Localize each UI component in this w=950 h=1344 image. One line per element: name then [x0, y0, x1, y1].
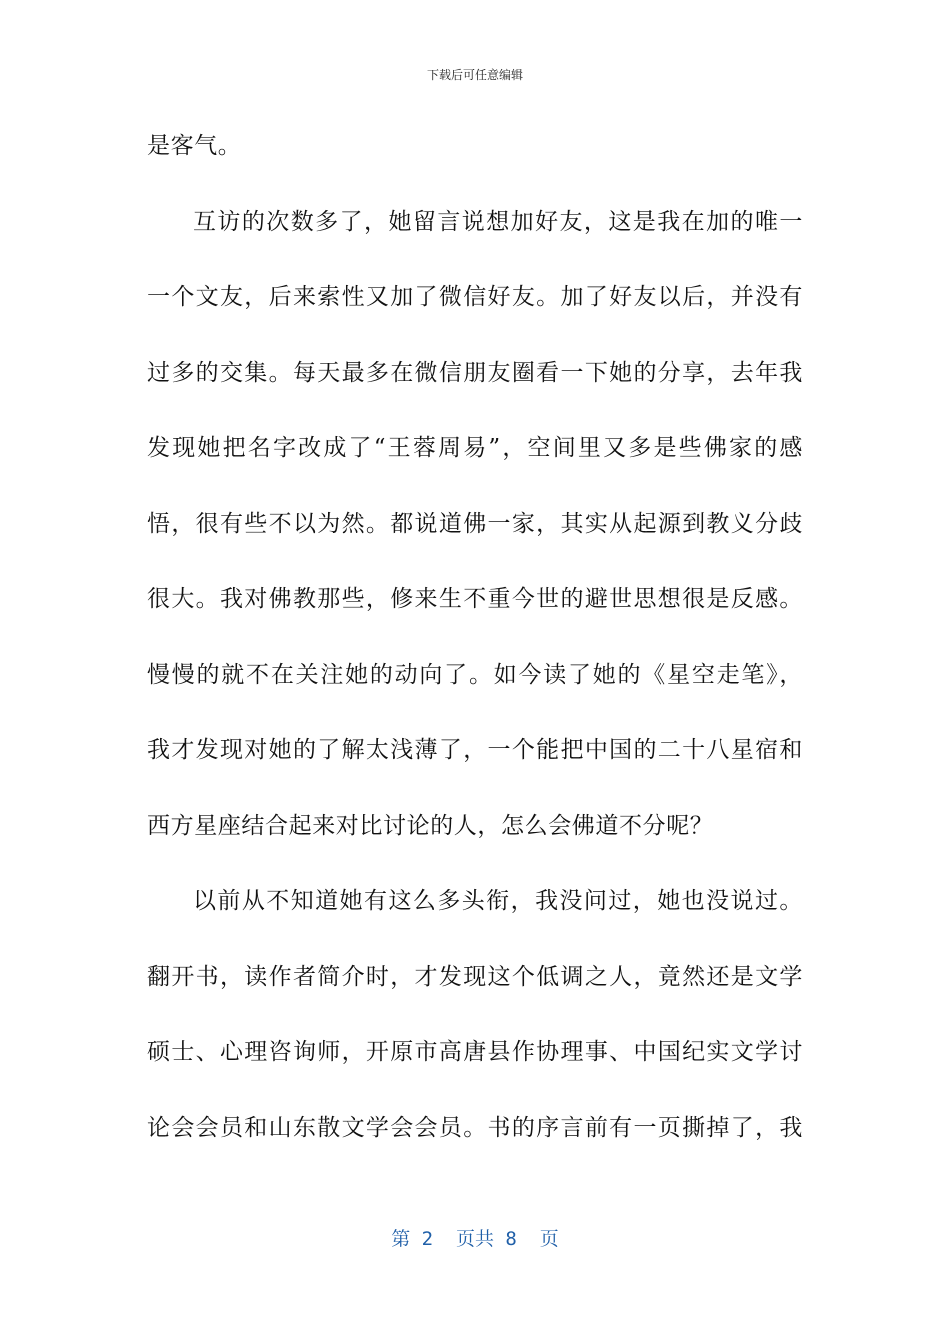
page-number-footer: 第 2 页共 8 页	[391, 1228, 559, 1250]
text-line: 很大。我对佛教那些，修来生不重今世的避世思想很是反感。	[147, 586, 803, 612]
text-line: 以前从不知道她有这么多头衔，我没问过，她也没说过。	[193, 888, 803, 914]
text-line: 西方星座结合起来对比讨论的人，怎么会佛道不分呢？	[147, 812, 714, 839]
text-line: 我才发现对她的了解太浅薄了，一个能把中国的二十八星宿和	[147, 737, 803, 763]
text-line: 慢慢的就不在关注她的动向了。如今读了她的《星空走笔》，	[147, 661, 803, 688]
document-body	[147, 120, 803, 1177]
text-line: 悟，很有些不以为然。都说道佛一家，其实从起源到教义分歧	[147, 510, 803, 537]
text-line: 硕士、心理咨询师，开原市高唐县作协理事、中国纪实文学讨	[147, 1039, 803, 1065]
text-line: 是客气。	[147, 133, 242, 159]
text-line: 过多的交集。每天最多在微信朋友圈看一下她的分享，去年我	[147, 359, 803, 386]
text-line: 论会会员和山东散文学会会员。书的序言前有一页撕掉了，我	[147, 1114, 803, 1141]
text-line: 互访的次数多了，她留言说想加好友，这是我在加的唯一	[193, 208, 803, 235]
page-header: 下载后可任意编辑	[426, 68, 523, 82]
text-line: 发现她把名字改成了“王蓉周易”，空间里又多是些佛家的感	[147, 435, 803, 461]
text-line: 一个文友，后来索性又加了微信好友。加了好友以后，并没有	[147, 284, 803, 310]
text-line: 翻开书，读作者简介时，才发现这个低调之人，竟然还是文学	[147, 963, 803, 990]
